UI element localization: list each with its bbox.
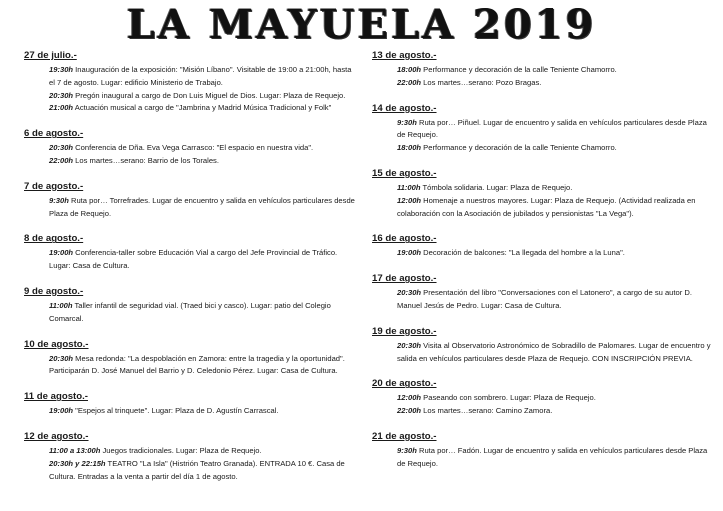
schedule-day xyxy=(372,273,712,313)
schedule-day xyxy=(372,431,712,471)
schedule-event xyxy=(372,182,712,195)
schedule-day xyxy=(24,128,359,168)
schedule-event xyxy=(24,155,359,168)
event-description: Conferencia-taller sobre Educación Vial a cargo del Jefe Provincial de Tráfico. Lugar: Casa de Cultura. xyxy=(49,248,338,271)
event-description: TEATRO "La Isla" (Histrión Teatro Granada). ENTRADA 10 €. Casa de Cultura. Entradas a la venta a partir del día 1 de agosto. xyxy=(49,458,345,481)
event-description: Presentación del libro "Conversaciones con el Latonero", a cargo de su autor D. Manuel Jesús de Pedro. Lugar: Casa de Cultura. xyxy=(397,288,692,310)
event-description: Mesa redonda: "La despoblación en Zamora: entre la tragedia y la oportunidad". Participarán D. José Manuel del Barrio y D. Celedonio Pérez. Lugar: Casa de Cultura. xyxy=(49,353,345,376)
schedule-day xyxy=(24,286,359,326)
event-description: Los martes…serano: Barrio de los Torales. xyxy=(73,155,219,165)
event-time: 11:00h xyxy=(49,300,73,310)
event-description: Juegos tradicionales. Lugar: Plaza de Requejo. xyxy=(100,445,262,455)
event-description: Decoración de balcones: "La llegada del hombre a la Luna". xyxy=(421,248,625,258)
event-description: Performance y decoración de la calle Teniente Chamorro. xyxy=(421,65,617,74)
schedule-event xyxy=(372,340,712,366)
schedule-day xyxy=(24,339,359,379)
schedule-event xyxy=(24,102,359,115)
event-description: Ruta por… Torrefrades. Lugar de encuentro y salida en vehículos particulares desde Plaza de Requejo. xyxy=(49,195,355,218)
schedule-day xyxy=(24,181,359,221)
day-date: 27 de julio.- xyxy=(24,50,77,61)
schedule-event xyxy=(24,405,359,418)
schedule-event xyxy=(372,195,712,221)
event-time: 19:00h xyxy=(49,406,74,416)
day-date: 7 de agosto.- xyxy=(24,180,84,192)
event-time: 12:00h xyxy=(397,195,422,205)
event-time: 20:30h xyxy=(397,288,422,298)
schedule-event xyxy=(372,117,712,143)
day-date: 10 de agosto.- xyxy=(24,338,89,350)
schedule-event xyxy=(24,353,359,379)
event-time: 20:30h xyxy=(49,143,74,153)
day-date: 14 de agosto.- xyxy=(372,102,437,114)
event-time: 18:00h xyxy=(397,65,422,74)
schedule-event xyxy=(24,300,359,326)
schedule-event xyxy=(24,64,359,90)
event-time: 22:00h xyxy=(397,406,422,416)
schedule-day xyxy=(372,50,712,90)
schedule-event xyxy=(372,445,712,471)
event-time: 18:00h xyxy=(397,143,422,153)
day-date: 8 de agosto.- xyxy=(24,233,84,245)
day-date: 6 de agosto.- xyxy=(24,128,84,140)
schedule-event xyxy=(372,392,712,405)
event-description: Inauguración de la exposición: "Misión Líbano". Visitable de 19:00 a 21:00h, hasta el 7 de agosto. Lugar: edificio Ministerio de Trabajo. xyxy=(49,65,352,87)
page-title: LA MAYUELA 2019 xyxy=(126,1,597,48)
schedule-day xyxy=(372,103,712,155)
event-description: Conferencia de Dña. Eva Vega Carrasco: "El espacio en nuestra vida". xyxy=(73,143,314,153)
schedule-day xyxy=(24,431,359,483)
day-date: 11 de agosto.- xyxy=(24,391,88,403)
schedule-day xyxy=(24,233,359,273)
schedule-event xyxy=(24,90,359,103)
schedule-day xyxy=(372,233,712,260)
day-date: 21 de agosto.- xyxy=(372,430,437,442)
schedule-day xyxy=(372,378,712,418)
schedule-day xyxy=(372,326,712,366)
event-description: Pregón inaugural a cargo de Don Luis Miguel de Dios. Lugar: Plaza de Requejo. xyxy=(73,90,346,100)
schedule-event xyxy=(372,405,712,418)
event-time: 9:30h xyxy=(49,195,69,205)
event-time: 22:00h xyxy=(49,155,74,165)
schedule-event xyxy=(24,458,359,484)
event-description: Visita al Observatorio Astronómico de Sobradillo de Palomares. Lugar de encuentro y salida en vehículos particulares desde Plaza de Requejo. CON INSCRIPCIÓN PREVIA. xyxy=(397,340,711,363)
right-column xyxy=(372,50,712,471)
schedule-event xyxy=(24,142,359,155)
schedule-event xyxy=(24,247,359,273)
schedule-day xyxy=(24,50,359,115)
schedule-event xyxy=(24,445,359,458)
event-description: Performance y decoración de la calle Teniente Chamorro. xyxy=(421,143,617,153)
event-description: Actuación musical a cargo de "Jambrina y Madrid Música Tradicional y Folk" xyxy=(73,103,332,113)
event-time: 20:30h xyxy=(49,90,74,100)
day-date: 15 de agosto.- xyxy=(372,167,437,179)
event-description: "Espejos al trinquete". Lugar: Plaza de D. Agustín Carrascal. xyxy=(73,406,279,416)
schedule-event xyxy=(372,77,712,90)
event-time: 22:00h xyxy=(397,77,422,87)
event-time: 19:30h xyxy=(49,65,74,74)
schedule-event xyxy=(24,195,359,221)
left-column xyxy=(24,50,359,483)
event-time: 21:00h xyxy=(49,103,74,113)
event-description: Homenaje a nuestros mayores. Lugar: Plaza de Requejo. (Actividad realizada en colaboración con la Asociación de jubilados y pensionistas "La Vega"). xyxy=(397,195,696,218)
event-description: Los martes…serano: Camino Zamora. xyxy=(421,406,553,416)
schedule-event xyxy=(372,142,712,155)
event-time: 12:00h xyxy=(397,393,422,403)
event-description: Tómbola solidaria. Lugar: Plaza de Requejo. xyxy=(420,182,573,192)
event-description: Taller infantil de seguridad vial. (Traed bici y casco). Lugar: patio del Colegio Comarcal. xyxy=(49,300,331,323)
day-date: 20 de agosto.- xyxy=(372,378,437,390)
day-date: 13 de agosto.- xyxy=(372,50,437,61)
schedule-event xyxy=(372,247,712,260)
schedule-day xyxy=(372,168,712,220)
event-time: 11:00 a 13:00h xyxy=(49,445,101,455)
event-time: 9:30h xyxy=(397,445,417,455)
day-date: 9 de agosto.- xyxy=(24,285,84,297)
event-time: 20:30h y 22:15h xyxy=(49,458,106,468)
day-date: 17 de agosto.- xyxy=(372,273,437,285)
day-date: 12 de agosto.- xyxy=(24,430,89,442)
event-time: 9:30h xyxy=(397,117,417,127)
event-description: Los martes…serano: Pozo Bragas. xyxy=(421,77,542,87)
event-description: Ruta por… Fadón. Lugar de encuentro y salida en vehículos particulares desde Plaza de Requejo. xyxy=(397,445,708,468)
event-time: 20:30h xyxy=(397,340,422,350)
event-description: Ruta por… Piñuel. Lugar de encuentro y salida en vehículos particulares desde Plaza de Requejo. xyxy=(397,117,707,140)
event-description: Paseando con sombrero. Lugar: Plaza de Requejo. xyxy=(421,393,596,403)
event-time: 19:00h xyxy=(49,248,74,258)
day-date: 19 de agosto.- xyxy=(372,325,437,337)
schedule-event xyxy=(372,287,712,313)
event-time: 19:00h xyxy=(397,248,422,258)
schedule-event xyxy=(372,64,712,77)
schedule-day xyxy=(24,391,359,418)
day-date: 16 de agosto.- xyxy=(372,233,437,245)
event-time: 11:00h xyxy=(397,182,421,192)
event-time: 20:30h xyxy=(49,353,74,363)
